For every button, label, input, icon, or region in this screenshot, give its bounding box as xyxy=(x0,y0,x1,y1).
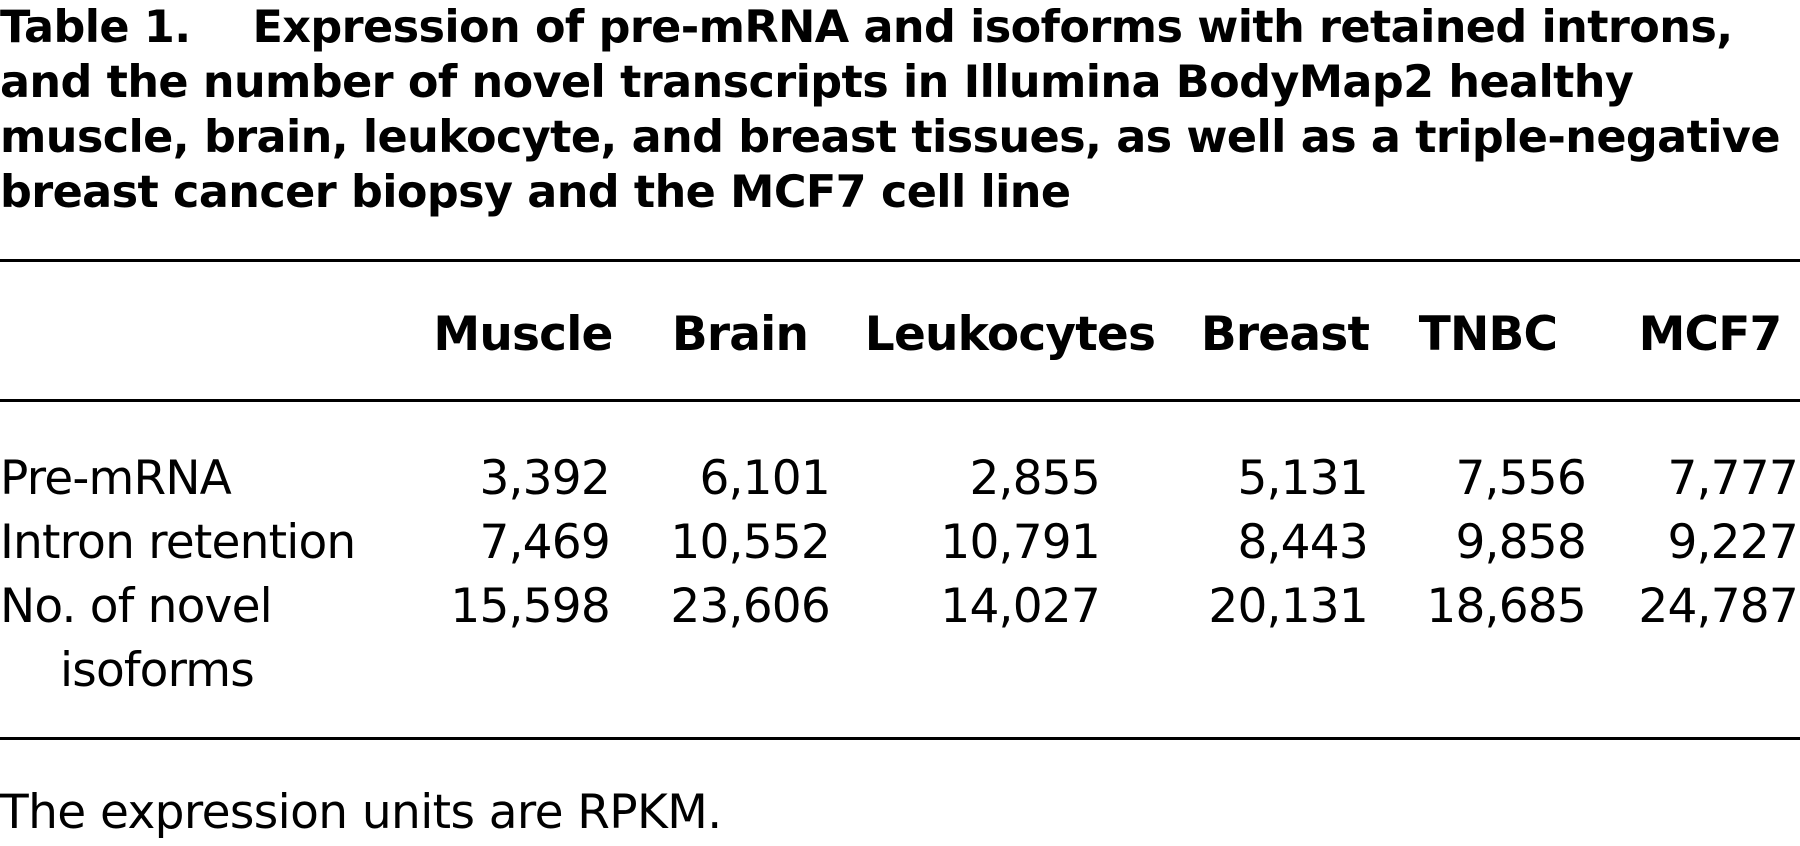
column-header-leukocytes: Leukocytes xyxy=(864,307,1156,362)
cell-intron-retention-breast: 8,443 xyxy=(1237,515,1368,570)
cell-novel-isoforms-mcf7: 24,787 xyxy=(1638,579,1798,634)
column-header-breast: Breast xyxy=(1200,307,1370,362)
cell-intron-retention-brain: 10,552 xyxy=(670,515,830,570)
cell-novel-isoforms-brain: 23,606 xyxy=(670,579,830,634)
column-header-mcf7: MCF7 xyxy=(1638,307,1782,362)
cell-novel-isoforms-muscle: 15,598 xyxy=(450,579,610,634)
cell-intron-retention-leukocytes: 10,791 xyxy=(940,515,1100,570)
cell-novel-isoforms-leukocytes: 14,027 xyxy=(940,579,1100,634)
table-bottom-rule xyxy=(0,737,1800,740)
table-footnote: The expression units are RPKM. xyxy=(0,785,722,840)
table-title: Expression of pre-mRNA and isoforms with retained introns, and the number of novel transcripts in Illumina BodyMap2 healthy muscle, brain, leukocyte, and breast tissues, as well as a triple-negative breast cancer biopsy and the MCF7 cell line xyxy=(0,2,1780,218)
cell-pre-mrna-breast: 5,131 xyxy=(1237,451,1368,506)
cell-intron-retention-mcf7: 9,227 xyxy=(1667,515,1798,570)
cell-pre-mrna-muscle: 3,392 xyxy=(479,451,610,506)
column-header-muscle: Muscle xyxy=(433,307,613,362)
cell-intron-retention-muscle: 7,469 xyxy=(479,515,610,570)
cell-pre-mrna-brain: 6,101 xyxy=(699,451,830,506)
table-caption xyxy=(0,0,1800,220)
column-header-brain: Brain xyxy=(671,307,809,362)
cell-intron-retention-tnbc: 9,858 xyxy=(1455,515,1586,570)
table-header-rule xyxy=(0,399,1800,402)
cell-pre-mrna-tnbc: 7,556 xyxy=(1455,451,1586,506)
row-label-intron-retention: Intron retention xyxy=(0,515,356,570)
row-label-pre-mrna: Pre-mRNA xyxy=(0,451,232,506)
cell-pre-mrna-leukocytes: 2,855 xyxy=(969,451,1100,506)
table-label: Table 1. xyxy=(0,2,191,53)
row-label-novel-isoforms: No. of novel isoforms xyxy=(0,579,272,698)
cell-pre-mrna-mcf7: 7,777 xyxy=(1667,451,1798,506)
table-top-rule xyxy=(0,259,1800,262)
cell-novel-isoforms-breast: 20,131 xyxy=(1208,579,1368,634)
column-header-tnbc: TNBC xyxy=(1418,307,1558,362)
cell-novel-isoforms-tnbc: 18,685 xyxy=(1426,579,1586,634)
